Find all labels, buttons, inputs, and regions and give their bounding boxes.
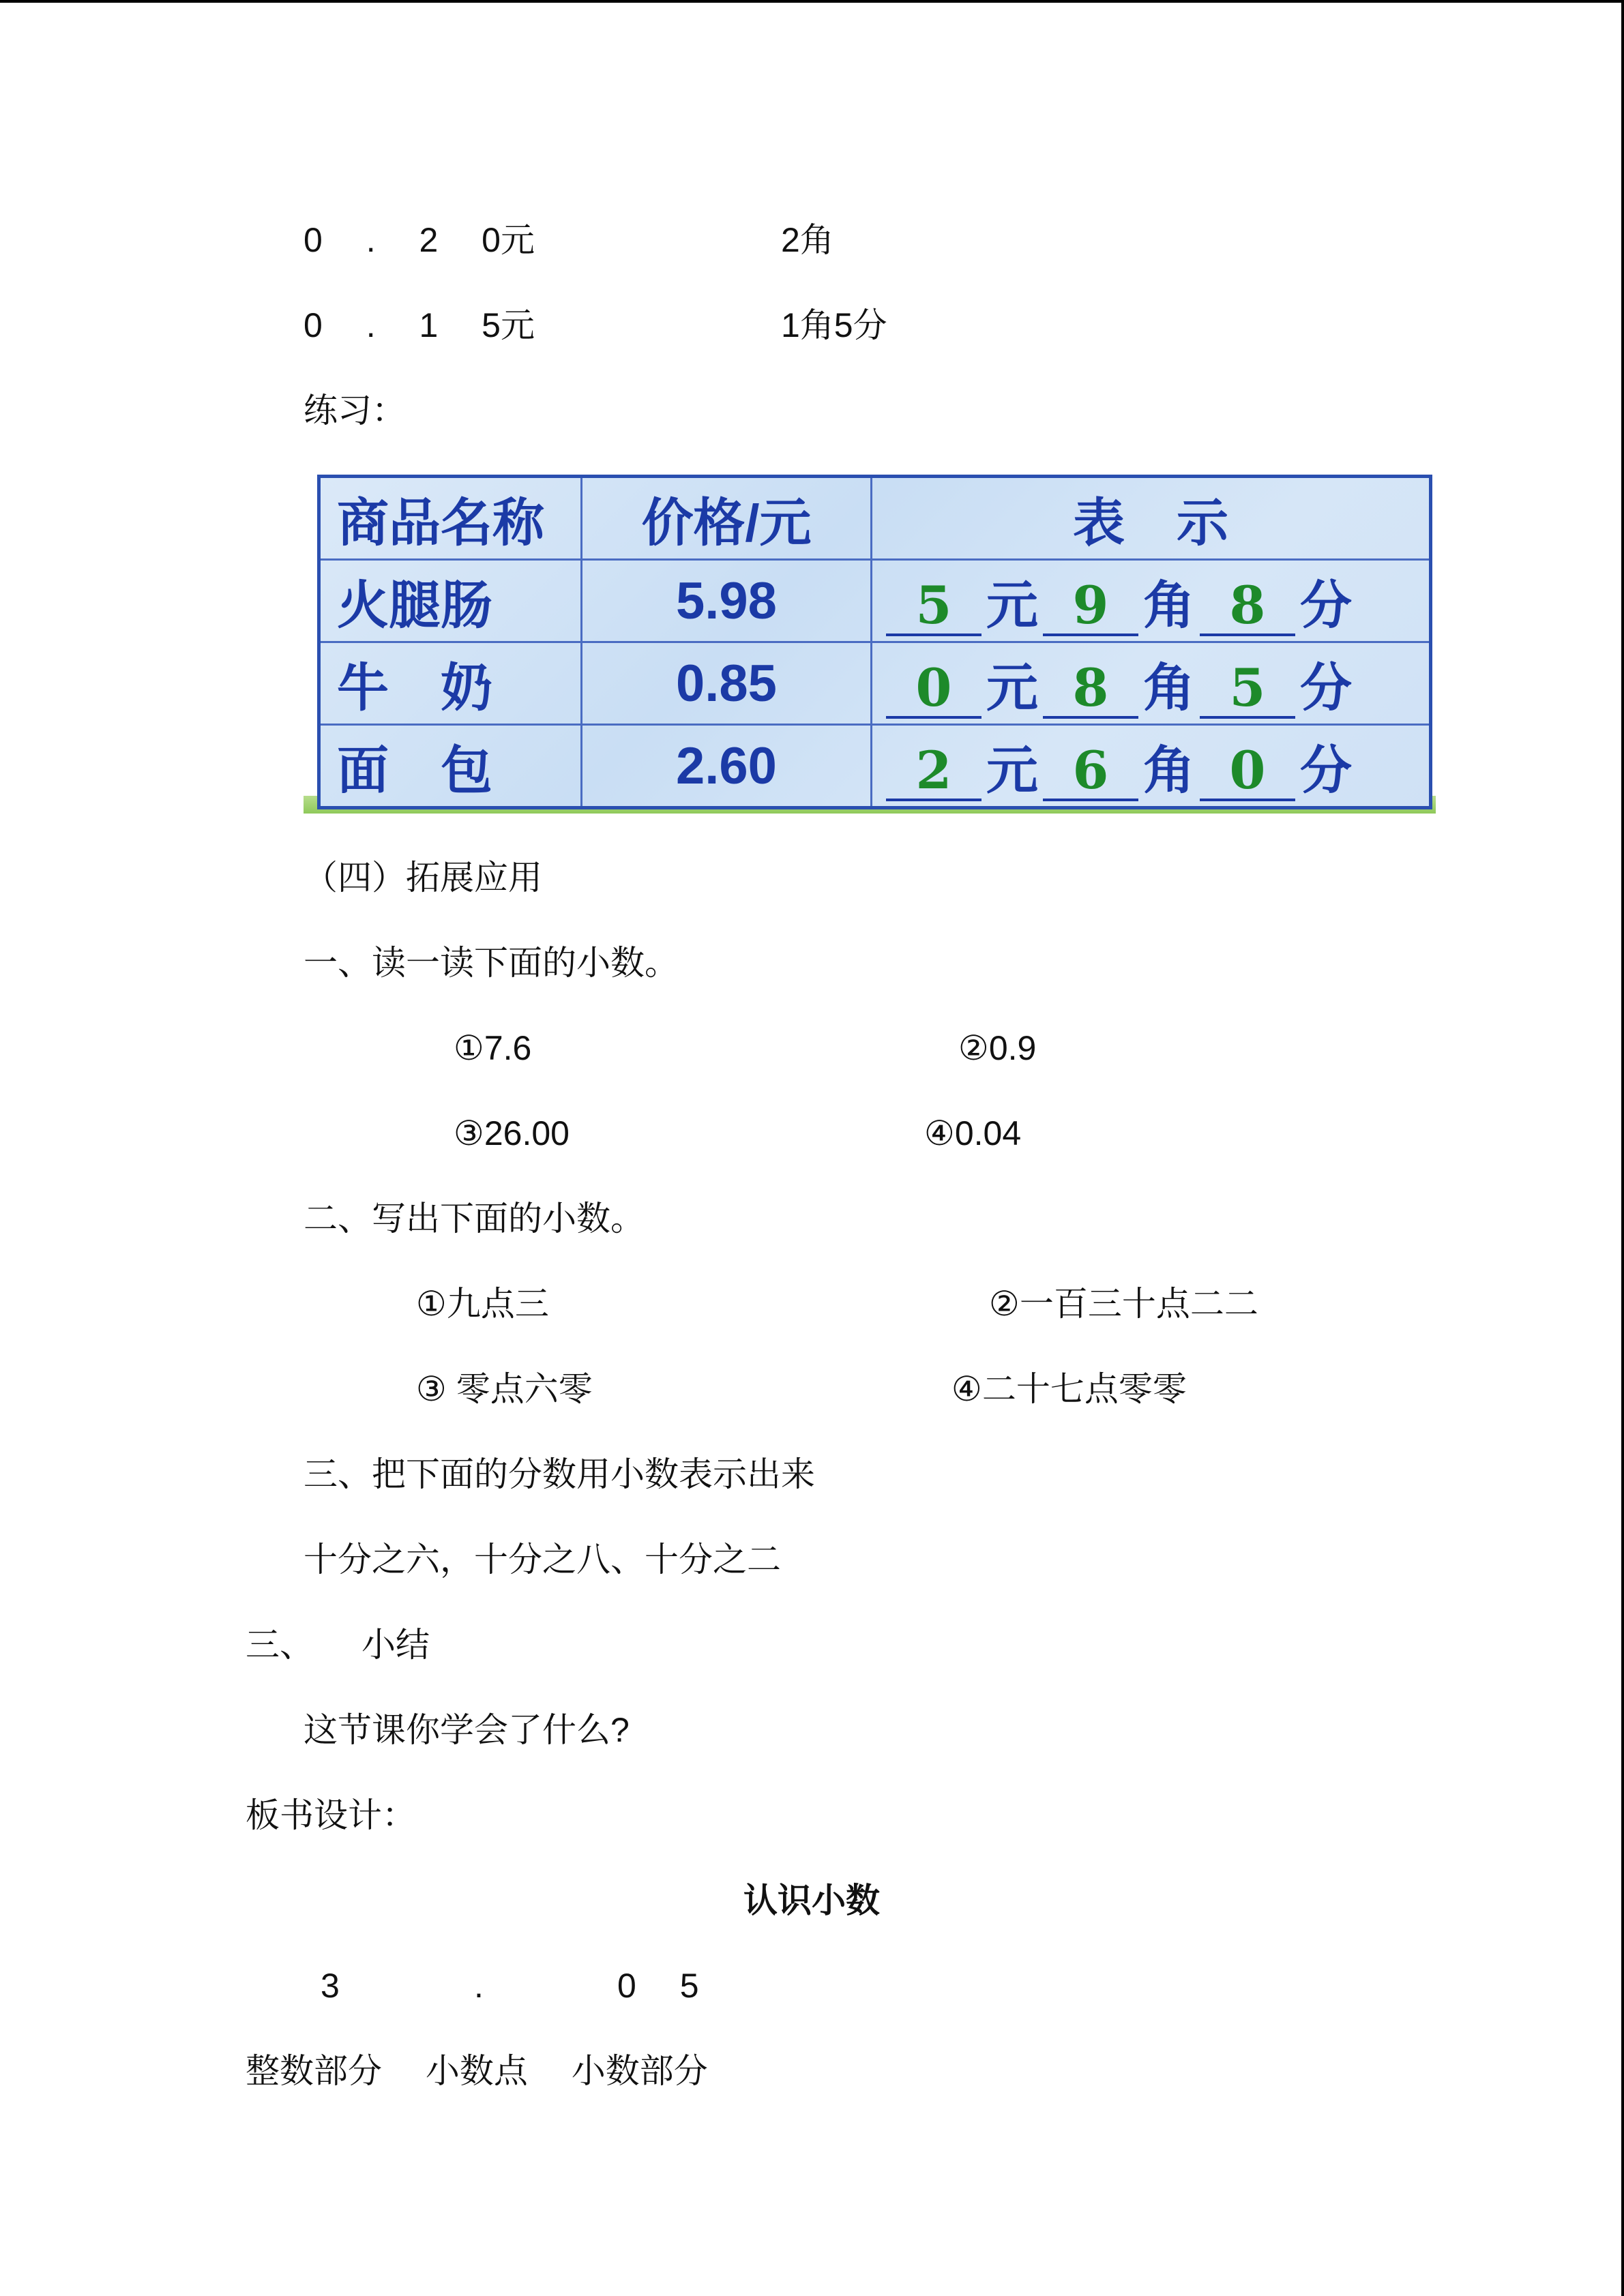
table-row — [319, 560, 1431, 642]
goods-name: 牛 奶 — [319, 642, 582, 725]
question-3-content: 十分之六，十分之八、十分之二 — [304, 1540, 781, 1579]
question-1-item-1: ①7.6 — [454, 1029, 532, 1067]
goods-name: 面 包 — [319, 725, 582, 808]
fen-unit: 分 — [1300, 657, 1352, 718]
yuan-unit: 元 — [986, 574, 1038, 636]
goods-price: 5.98 — [582, 560, 872, 642]
board-design-label: 板书设计： — [246, 1796, 416, 1834]
board-decimal-part: 0 5 — [617, 1967, 699, 2005]
board-decimal-point: . — [474, 1967, 484, 2005]
money-row-2-words: 1角5分 — [781, 306, 887, 344]
header-price: 价格/元 — [582, 477, 872, 560]
section-4-title: （四）拓展应用 — [304, 859, 542, 897]
goods-price-table-figure — [304, 469, 1436, 814]
question-2-title: 二、写出下面的小数。 — [304, 1199, 645, 1238]
summary-title: 小结 — [361, 1626, 430, 1664]
money-row-1-words: 2角 — [781, 221, 834, 259]
board-design-title: 认识小数 — [743, 1881, 880, 1920]
goods-representation — [872, 642, 1431, 725]
question-2-item-4: ④二十七点零零 — [951, 1370, 1187, 1408]
jiao-blank: 8 — [1043, 660, 1138, 719]
goods-name: 火腿肠 — [319, 560, 582, 642]
question-2-item-3: ③ 零点六零 — [416, 1370, 593, 1408]
page-right-border — [1621, 0, 1624, 2296]
fen-blank: 0 — [1200, 743, 1295, 801]
goods-price: 2.60 — [582, 725, 872, 808]
goods-price: 0.85 — [582, 642, 872, 725]
yuan-blank: 5 — [886, 578, 981, 636]
board-part-labels: 整数部分 小数点 小数部分 — [246, 2052, 708, 2090]
money-row-1-decimal: 0 . 2 0元 — [304, 221, 535, 259]
question-1-item-2: ②0.9 — [958, 1029, 1037, 1067]
jiao-blank: 6 — [1043, 743, 1138, 801]
goods-representation — [872, 725, 1431, 808]
question-1-item-4: ④0.04 — [924, 1114, 1022, 1152]
question-1-item-3: ③26.00 — [454, 1114, 570, 1152]
jiao-unit: 角 — [1143, 657, 1195, 718]
header-representation: 表 示 — [872, 477, 1431, 560]
summary-number: 三、 — [246, 1626, 314, 1664]
goods-price-table — [317, 475, 1432, 809]
summary-question: 这节课你学会了什么? — [304, 1711, 630, 1749]
table-row — [319, 725, 1431, 808]
header-name: 商品名称 — [319, 477, 582, 560]
yuan-unit: 元 — [986, 657, 1038, 718]
page-top-border — [0, 0, 1624, 3]
fen-blank: 8 — [1200, 578, 1295, 636]
money-row-2-decimal: 0 . 1 5元 — [304, 306, 535, 344]
fen-unit: 分 — [1300, 574, 1352, 636]
table-row — [319, 642, 1431, 725]
fen-blank: 5 — [1200, 660, 1295, 719]
question-1-title: 一、读一读下面的小数。 — [304, 944, 679, 982]
jiao-blank: 9 — [1043, 578, 1138, 636]
yuan-blank: 0 — [886, 660, 981, 719]
board-integer-part: 3 — [321, 1967, 340, 2005]
fen-unit: 分 — [1300, 739, 1352, 801]
practice-label: 练习： — [304, 391, 406, 430]
question-2-item-1: ①九点三 — [416, 1285, 549, 1323]
table-header-row — [319, 477, 1431, 560]
jiao-unit: 角 — [1143, 574, 1195, 636]
yuan-blank: 2 — [886, 743, 981, 801]
jiao-unit: 角 — [1143, 739, 1195, 801]
question-2-item-2: ②一百三十点二二 — [989, 1285, 1258, 1323]
question-3-title: 三、把下面的分数用小数表示出来 — [304, 1455, 815, 1493]
yuan-unit: 元 — [986, 739, 1038, 801]
goods-representation — [872, 560, 1431, 642]
